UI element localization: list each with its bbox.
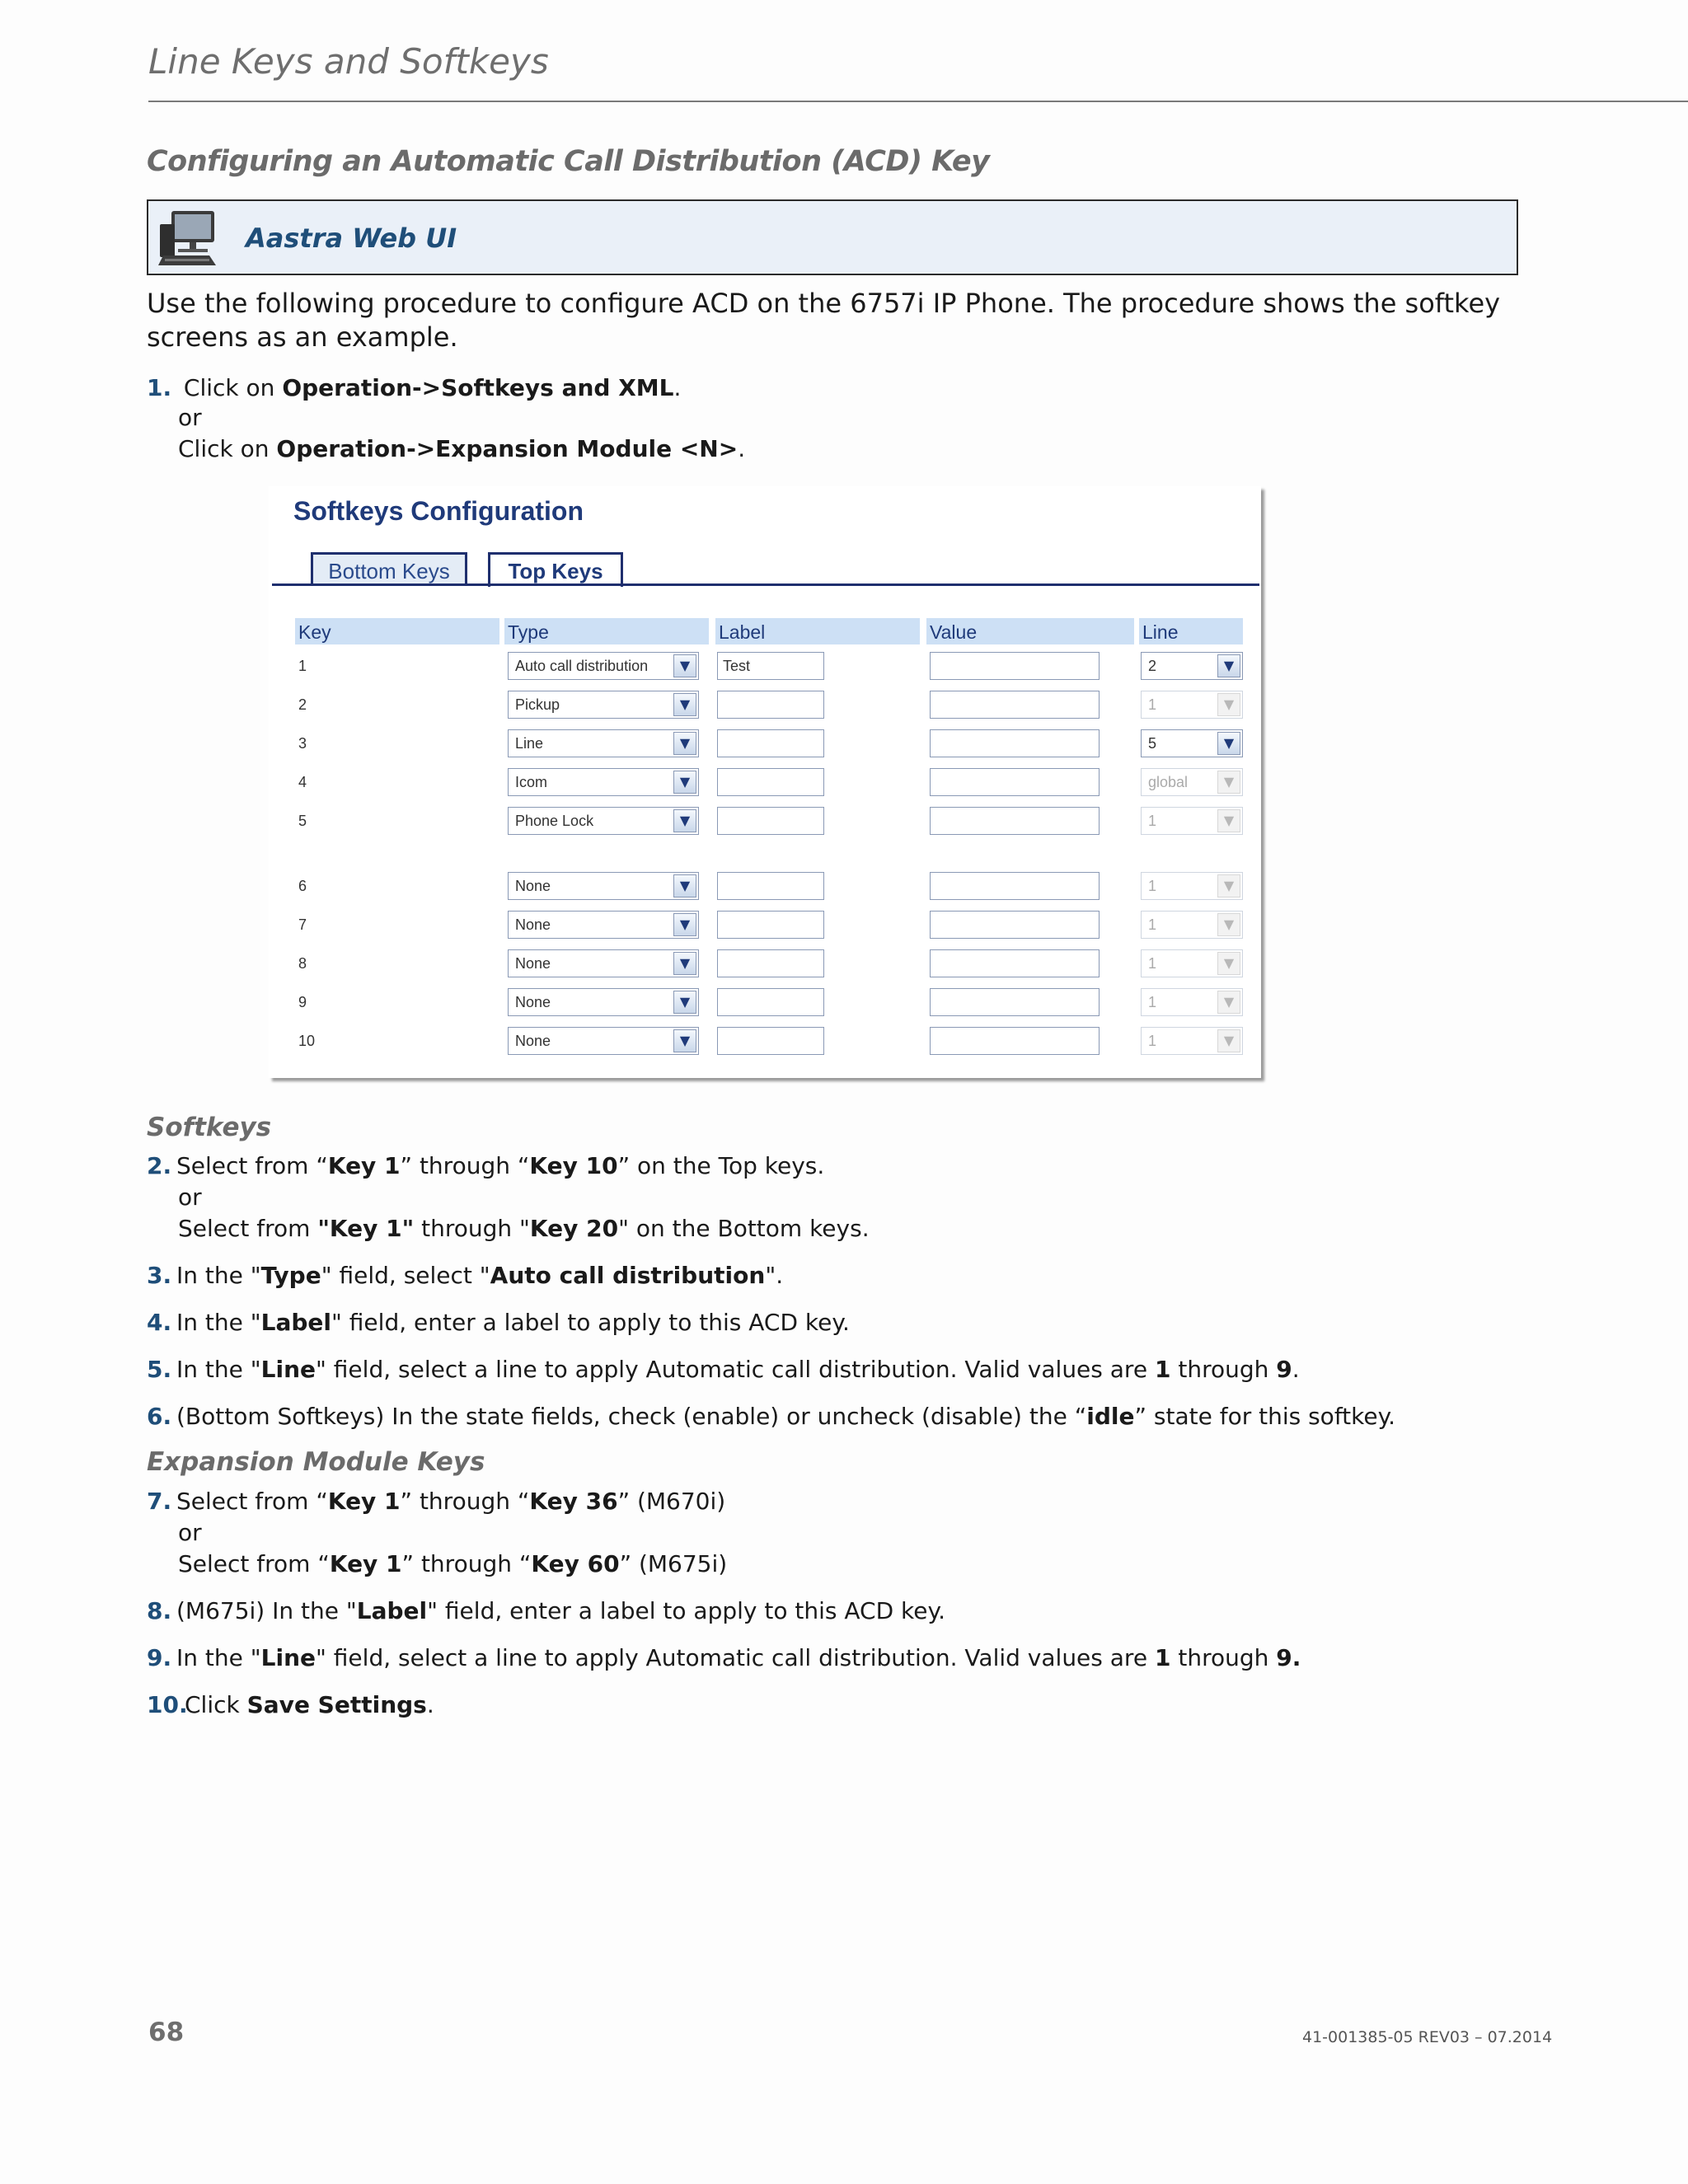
step-number: 9. xyxy=(147,1644,172,1671)
computer-icon xyxy=(157,208,223,269)
label-input[interactable] xyxy=(717,949,824,977)
line-select-value: 5 xyxy=(1148,735,1157,752)
state-ref: idle xyxy=(1086,1403,1135,1430)
type-select-value: Icom xyxy=(515,774,548,790)
type-select[interactable] xyxy=(508,729,699,757)
key-ref: Key 60 xyxy=(531,1550,620,1577)
chevron-down-icon[interactable]: ▼ xyxy=(673,654,696,677)
type-select[interactable] xyxy=(508,1027,699,1055)
step-text: (Bottom Softkeys) In the state fields, check (enable) or uncheck (disable) the “ xyxy=(176,1403,1087,1430)
tab-bottom-keys[interactable]: Bottom Keys xyxy=(311,552,467,583)
step-3 xyxy=(147,1260,783,1291)
line-select-value: 1 xyxy=(1148,916,1157,933)
step-text: " field, select " xyxy=(321,1262,490,1289)
table-row xyxy=(0,947,1688,980)
header-rule xyxy=(148,101,1688,102)
tab-top-keys[interactable]: Top Keys xyxy=(488,552,623,587)
key-ref: Key 36 xyxy=(529,1488,618,1515)
line-select-value: 1 xyxy=(1148,878,1157,894)
step-number: 6. xyxy=(147,1403,172,1430)
step-number: 2. xyxy=(147,1152,172,1179)
step-text: " field, select a line to apply Automatic call distribution. Valid values are xyxy=(316,1644,1155,1671)
step-text: Click on xyxy=(178,435,277,462)
column-header-key: Key xyxy=(295,618,499,644)
step-text: ” (M670i) xyxy=(617,1488,726,1515)
chevron-down-icon[interactable]: ▼ xyxy=(673,1029,696,1052)
step-text: ". xyxy=(765,1262,784,1289)
section-title: Configuring an Automatic Call Distribution (ACD) Key xyxy=(147,145,990,178)
line-select-value: 1 xyxy=(1148,955,1157,972)
step-text: " on the Bottom keys. xyxy=(618,1215,870,1242)
line-select-value: 2 xyxy=(1148,658,1157,674)
type-select-value: None xyxy=(515,878,551,894)
value-ref: 9 xyxy=(1276,1356,1292,1383)
step-text: . xyxy=(1292,1356,1300,1383)
step-text: Select from “ xyxy=(176,1152,328,1179)
column-header-line: Line xyxy=(1139,618,1243,644)
chevron-down-icon[interactable]: ▼ xyxy=(673,693,696,716)
menu-path: Operation->Softkeys and XML xyxy=(282,374,674,401)
step-8 xyxy=(147,1596,945,1627)
step-text: In the " xyxy=(176,1309,261,1336)
step-text: " field, select a line to apply Automatic call distribution. Valid values are xyxy=(316,1356,1155,1383)
type-select-value: Auto call distribution xyxy=(515,658,649,674)
type-select[interactable] xyxy=(508,988,699,1016)
chevron-down-icon[interactable]: ▼ xyxy=(673,771,696,794)
column-header-value: Value xyxy=(926,618,1134,644)
step-text: . xyxy=(738,435,746,462)
line-select-value: 1 xyxy=(1148,1033,1157,1049)
label-input[interactable] xyxy=(717,807,824,835)
table-row xyxy=(0,727,1688,760)
step-text: Select from “ xyxy=(178,1550,330,1577)
step-number: 1. xyxy=(147,374,172,401)
chevron-down-icon[interactable]: ▼ xyxy=(673,874,696,898)
line-select[interactable] xyxy=(1141,652,1243,680)
key-ref: Key 20 xyxy=(529,1215,619,1242)
column-header-label: Label xyxy=(715,618,920,644)
step-4 xyxy=(147,1307,850,1338)
label-input[interactable] xyxy=(717,691,824,719)
chevron-down-icon[interactable]: ▼ xyxy=(1217,654,1240,677)
type-select[interactable] xyxy=(508,768,699,796)
type-select-value: None xyxy=(515,916,551,933)
table-row xyxy=(0,908,1688,941)
line-select xyxy=(1141,768,1243,796)
type-select-value: None xyxy=(515,994,551,1010)
key-ref: "Key 1" xyxy=(317,1215,415,1242)
step-text: Click xyxy=(185,1691,247,1718)
step-text: ” through “ xyxy=(400,1152,530,1179)
step-7-alt xyxy=(178,1549,727,1580)
step-2-or: or xyxy=(178,1183,202,1211)
step-10 xyxy=(147,1690,434,1721)
chevron-down-icon[interactable]: ▼ xyxy=(673,913,696,936)
step-number: 8. xyxy=(147,1597,172,1624)
value-input[interactable] xyxy=(930,1027,1100,1055)
table-row xyxy=(0,649,1688,682)
button-ref: Save Settings xyxy=(246,1691,427,1718)
chevron-down-icon: ▼ xyxy=(1217,952,1240,975)
table-row xyxy=(0,869,1688,902)
type-select[interactable] xyxy=(508,872,699,900)
key-ref: Key 1 xyxy=(327,1488,401,1515)
table-row xyxy=(0,688,1688,721)
type-select-value: Line xyxy=(515,735,544,752)
step-number: 10. xyxy=(147,1691,188,1718)
field-ref: Type xyxy=(260,1262,321,1289)
value-ref: 9. xyxy=(1276,1644,1301,1671)
key-number: 7 xyxy=(298,916,307,933)
key-number: 3 xyxy=(298,735,307,752)
table-row xyxy=(0,986,1688,1019)
label-input[interactable] xyxy=(717,729,824,757)
value-input[interactable] xyxy=(930,652,1100,680)
type-select-value: Phone Lock xyxy=(515,813,594,829)
step-2-alt xyxy=(178,1213,870,1244)
value-ref: 1 xyxy=(1154,1356,1171,1383)
label-input[interactable] xyxy=(717,1027,824,1055)
line-select xyxy=(1141,807,1243,835)
value-input[interactable] xyxy=(930,691,1100,719)
line-select-value: global xyxy=(1148,774,1189,790)
key-number: 1 xyxy=(298,658,307,674)
value-input[interactable] xyxy=(930,768,1100,796)
step-text: ” state for this softkey. xyxy=(1134,1403,1396,1430)
step-text: . xyxy=(426,1691,434,1718)
intro-paragraph: Use the following procedure to configure ACD on the 6757i IP Phone. The procedure shows the softkey screens as an example. xyxy=(147,288,1501,353)
chevron-down-icon[interactable]: ▼ xyxy=(673,732,696,755)
label-input[interactable] xyxy=(717,911,824,939)
chevron-down-icon[interactable]: ▼ xyxy=(673,952,696,975)
line-select xyxy=(1141,949,1243,977)
value-input[interactable] xyxy=(930,988,1100,1016)
column-header-type: Type xyxy=(504,618,709,644)
key-ref: Key 1 xyxy=(329,1550,402,1577)
step-text: ” through “ xyxy=(401,1550,532,1577)
step-text: " field, enter a label to apply to this ACD key. xyxy=(427,1597,945,1624)
line-select-value: 1 xyxy=(1148,813,1157,829)
step-text: ” (M675i) xyxy=(619,1550,728,1577)
value-input[interactable] xyxy=(930,872,1100,900)
menu-path: Operation->Expansion Module <N> xyxy=(276,435,738,462)
chevron-down-icon: ▼ xyxy=(1217,874,1240,898)
type-select[interactable] xyxy=(508,911,699,939)
key-number: 8 xyxy=(298,955,307,972)
step-text: . xyxy=(673,374,682,401)
line-select xyxy=(1141,988,1243,1016)
field-ref: Auto call distribution xyxy=(490,1262,766,1289)
value-input[interactable] xyxy=(930,807,1100,835)
line-select-value: 1 xyxy=(1148,994,1157,1010)
type-select[interactable] xyxy=(508,807,699,835)
step-text: through xyxy=(1170,1644,1277,1671)
chevron-down-icon: ▼ xyxy=(1217,809,1240,832)
page-number: 68 xyxy=(148,2018,185,2047)
step-1-alt xyxy=(178,434,745,465)
step-5 xyxy=(147,1354,1300,1385)
step-text: Click on xyxy=(183,374,283,401)
table-row xyxy=(0,766,1688,799)
step-text: In the " xyxy=(176,1644,261,1671)
step-6 xyxy=(147,1401,1395,1432)
key-number: 5 xyxy=(298,813,307,829)
line-select xyxy=(1141,691,1243,719)
table-row xyxy=(0,804,1688,837)
chevron-down-icon: ▼ xyxy=(1217,913,1240,936)
step-1-or: or xyxy=(178,404,202,431)
step-9 xyxy=(147,1643,1301,1674)
value-input[interactable] xyxy=(930,729,1100,757)
chevron-down-icon: ▼ xyxy=(1217,693,1240,716)
softkeys-heading: Softkeys xyxy=(147,1113,272,1142)
document-id: 41-001385-05 REV03 – 07.2014 xyxy=(1302,2028,1553,2046)
key-ref: Key 10 xyxy=(529,1152,618,1179)
type-select[interactable] xyxy=(508,652,699,680)
step-7-or: or xyxy=(178,1519,202,1546)
step-text: In the " xyxy=(176,1262,261,1289)
type-select[interactable] xyxy=(508,949,699,977)
field-ref: Label xyxy=(356,1597,428,1624)
value-input[interactable] xyxy=(930,911,1100,939)
label-input-value: Test xyxy=(723,658,751,674)
step-text: " field, enter a label to apply to this ACD key. xyxy=(331,1309,850,1336)
table-row xyxy=(0,1024,1688,1057)
chevron-down-icon: ▼ xyxy=(1217,771,1240,794)
chevron-down-icon[interactable]: ▼ xyxy=(1217,732,1240,755)
expansion-module-heading: Expansion Module Keys xyxy=(147,1447,485,1477)
key-number: 4 xyxy=(298,774,307,790)
step-1 xyxy=(147,373,681,404)
web-ui-label: Aastra Web UI xyxy=(246,223,457,254)
key-number: 9 xyxy=(298,994,307,1010)
type-select-value: None xyxy=(515,1033,551,1049)
line-select xyxy=(1141,872,1243,900)
chevron-down-icon: ▼ xyxy=(1217,991,1240,1014)
field-ref: Line xyxy=(260,1644,316,1671)
label-input[interactable] xyxy=(717,872,824,900)
step-text: In the " xyxy=(176,1356,261,1383)
step-7 xyxy=(147,1486,725,1517)
type-select-value: None xyxy=(515,955,551,972)
step-number: 7. xyxy=(147,1488,172,1515)
step-text: (M675i) In the " xyxy=(176,1597,357,1624)
label-input[interactable] xyxy=(717,768,824,796)
step-number: 5. xyxy=(147,1356,172,1383)
step-2 xyxy=(147,1151,824,1182)
line-select[interactable] xyxy=(1141,729,1243,757)
value-ref: 1 xyxy=(1154,1644,1171,1671)
field-ref: Line xyxy=(260,1356,316,1383)
step-text: Select from xyxy=(178,1215,318,1242)
chevron-down-icon[interactable]: ▼ xyxy=(673,991,696,1014)
tab-underline xyxy=(272,583,1259,586)
step-text: Select from “ xyxy=(176,1488,328,1515)
line-select xyxy=(1141,911,1243,939)
label-input[interactable] xyxy=(717,652,824,680)
label-input[interactable] xyxy=(717,988,824,1016)
step-text: ” on the Top keys. xyxy=(617,1152,825,1179)
running-header: Line Keys and Softkeys xyxy=(148,41,549,82)
key-ref: Key 1 xyxy=(327,1152,401,1179)
line-select-value: 1 xyxy=(1148,696,1157,713)
panel-title: Softkeys Configuration xyxy=(293,496,584,526)
step-text: through xyxy=(1170,1356,1277,1383)
step-text: through " xyxy=(414,1215,530,1242)
step-number: 3. xyxy=(147,1262,172,1289)
key-number: 10 xyxy=(298,1033,316,1049)
step-text: ” through “ xyxy=(400,1488,530,1515)
field-ref: Label xyxy=(260,1309,332,1336)
type-select[interactable] xyxy=(508,691,699,719)
step-number: 4. xyxy=(147,1309,172,1336)
value-input[interactable] xyxy=(930,949,1100,977)
type-select-value: Pickup xyxy=(515,696,560,713)
line-select xyxy=(1141,1027,1243,1055)
key-number: 2 xyxy=(298,696,307,713)
chevron-down-icon[interactable]: ▼ xyxy=(673,809,696,832)
chevron-down-icon: ▼ xyxy=(1217,1029,1240,1052)
key-number: 6 xyxy=(298,878,307,894)
